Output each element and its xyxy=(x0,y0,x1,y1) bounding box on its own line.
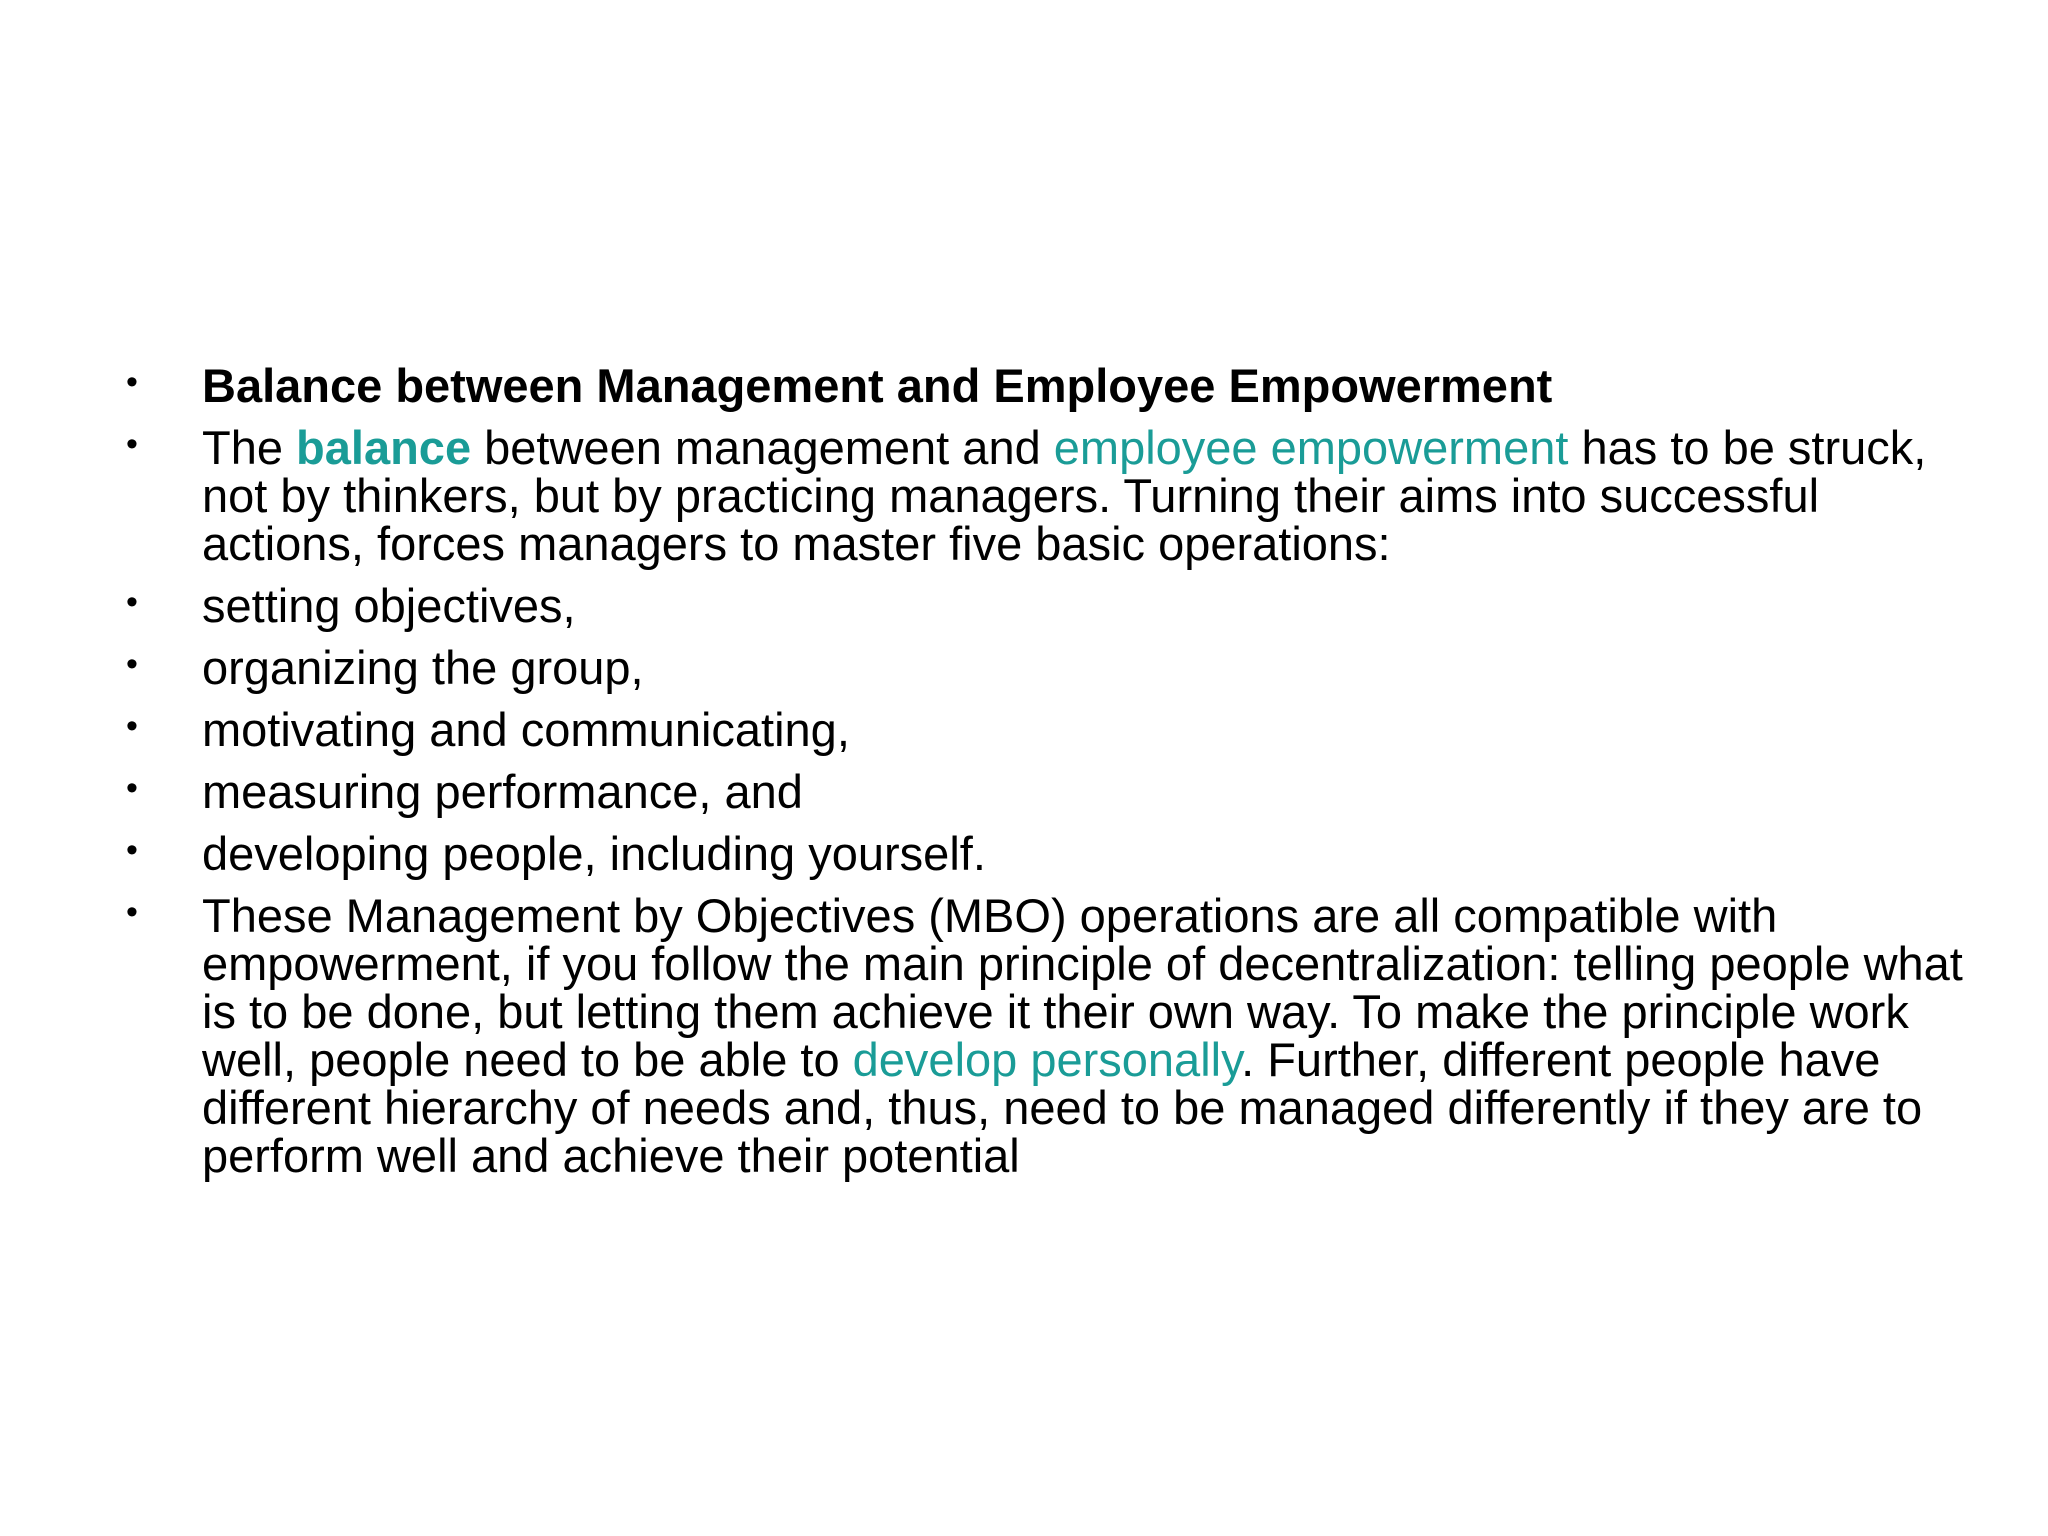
paragraph-text: has to be struck, not by thinkers, but by practicing managers. Turning their aims into successful actions, forces managers to master five basic operations: xyxy=(202,421,1927,570)
list-item xyxy=(120,359,1980,412)
list-item xyxy=(120,641,1980,694)
list-item xyxy=(120,889,1980,1182)
bullet-list xyxy=(120,359,1980,1194)
list-item-text: measuring performance, and xyxy=(202,765,803,818)
paragraph-text: These Management by Objectives (MBO) operations are all compatible with empowerment, if you follow the main principle of decentralization: telling people what is to be done, but letting them achieve it their own way. To make the principle work well, people need to be able to xyxy=(202,889,1963,1086)
bullet-icon: • xyxy=(126,363,138,401)
bullet-icon: • xyxy=(126,769,138,807)
list-item xyxy=(120,421,1980,570)
highlight-employee-empowerment: employee empowerment xyxy=(1053,421,1569,474)
bullet-icon: • xyxy=(126,425,138,463)
list-item-text: developing people, including yourself. xyxy=(202,827,986,880)
list-item-text: organizing the group, xyxy=(202,641,644,694)
bullet-icon: • xyxy=(126,707,138,745)
bullet-icon: • xyxy=(126,831,138,869)
section-heading: Balance between Management and Employee Empowerment xyxy=(202,359,1553,412)
highlight-balance: balance xyxy=(296,421,472,474)
bullet-icon: • xyxy=(126,893,138,931)
list-item-text: setting objectives, xyxy=(202,579,576,632)
list-item xyxy=(120,579,1980,632)
highlight-develop-personally: develop personally xyxy=(852,1033,1242,1086)
list-item xyxy=(120,765,1980,818)
paragraph-text: The xyxy=(202,421,297,474)
paragraph-text: between management and xyxy=(471,421,1054,474)
paragraph-text: . Further, different people have different hierarchy of needs and, thus, need to be managed differently if they are to perform well and achieve their potential xyxy=(202,1033,1923,1182)
list-item xyxy=(120,703,1980,756)
list-item xyxy=(120,827,1980,880)
list-item-text: motivating and communicating, xyxy=(202,703,850,756)
bullet-icon: • xyxy=(126,645,138,683)
bullet-icon: • xyxy=(126,583,138,621)
